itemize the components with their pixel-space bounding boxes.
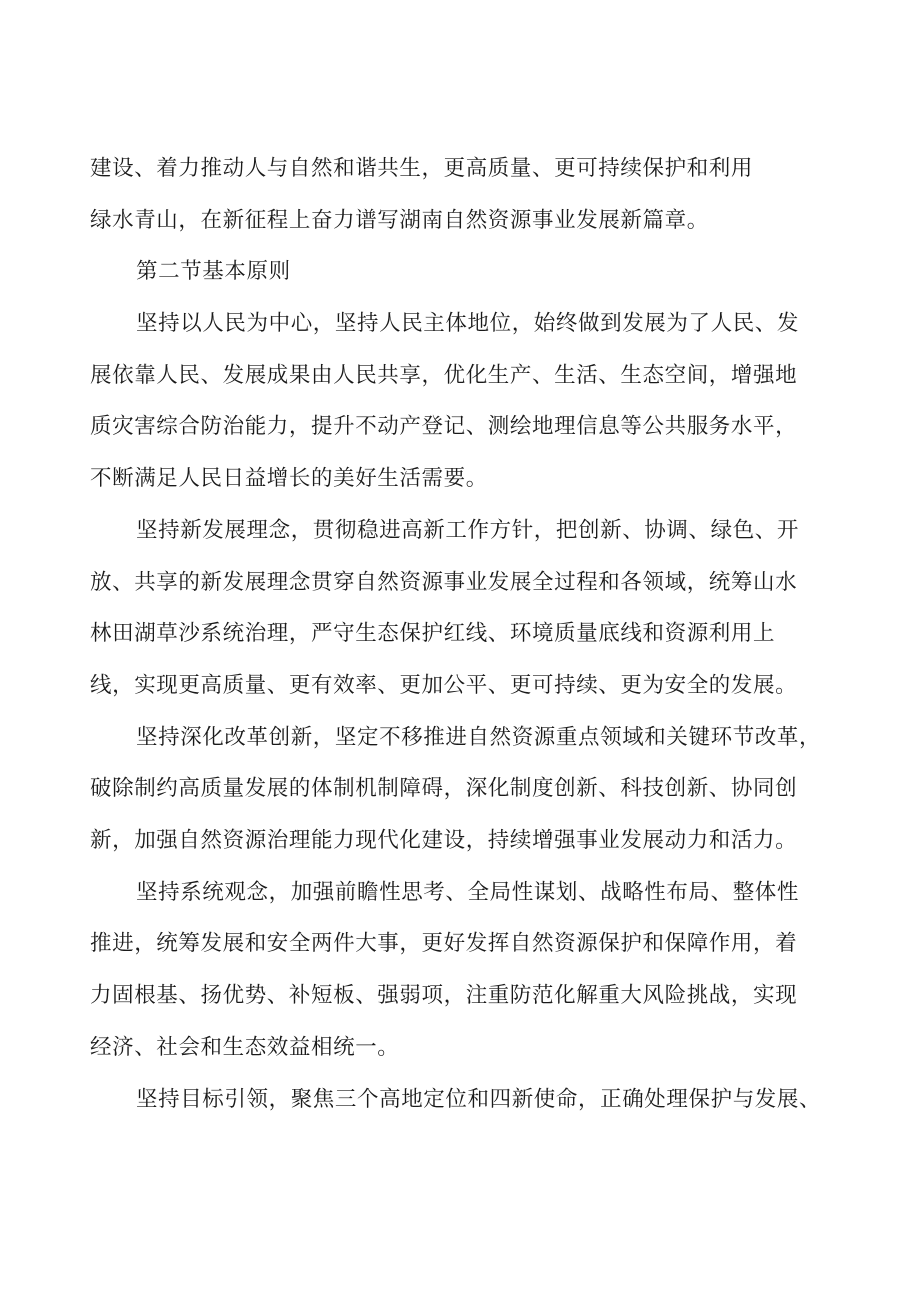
text-line: 力固根基、扬优势、补短板、强弱项，注重防范化解重大风险挑战，实现 xyxy=(90,983,798,1008)
text-line: 坚持深化改革创新，坚定不移推进自然资源重点领域和关键环节改革， xyxy=(136,725,822,750)
text-line: 坚持新发展理念，贯彻稳进高新工作方针，把创新、协调、绿色、开 xyxy=(136,518,800,543)
text-line: 坚持目标引领，聚焦三个高地定位和四新使命，正确处理保护与发展、 xyxy=(136,1087,822,1112)
section-heading: 第二节基本原则 xyxy=(136,259,291,284)
text-line: 坚持系统观念，加强前瞻性思考、全局性谋划、战略性布局、整体性 xyxy=(136,880,800,905)
text-line: 放、共享的新发展理念贯穿自然资源事业发展全过程和各领域，统筹山水 xyxy=(90,570,798,595)
text-line: 林田湖草沙系统治理，严守生态保护红线、环境质量底线和资源利用上 xyxy=(90,621,776,646)
text-line: 不断满足人民日益增长的美好生活需要。 xyxy=(90,466,488,491)
text-line: 推进，统筹发展和安全两件大事，更好发挥自然资源保护和保障作用，着 xyxy=(90,931,798,956)
text-line: 展依靠人民、发展成果由人民共享，优化生产、生活、生态空间，增强地 xyxy=(90,363,798,388)
text-line: 建设、着力推动人与自然和谐共生，更高质量、更可持续保护和利用 xyxy=(90,156,754,181)
text-line: 新，加强自然资源治理能力现代化建设，持续增强事业发展动力和活力。 xyxy=(90,828,798,853)
text-line: 破除制约高质量发展的体制机制障碍，深化制度创新、科技创新、协同创 xyxy=(90,776,798,801)
text-line: 质灾害综合防治能力，提升不动产登记、测绘地理信息等公共服务水平， xyxy=(90,414,798,439)
text-line: 经济、社会和生态效益相统一。 xyxy=(90,1035,400,1060)
text-line: 坚持以人民为中心，坚持人民主体地位，始终做到发展为了人民、发 xyxy=(136,311,800,336)
text-line: 绿水青山，在新征程上奋力谱写湖南自然资源事业发展新篇章。 xyxy=(90,208,709,233)
text-line: 线，实现更高质量、更有效率、更加公平、更可持续、更为安全的发展。 xyxy=(90,673,798,698)
